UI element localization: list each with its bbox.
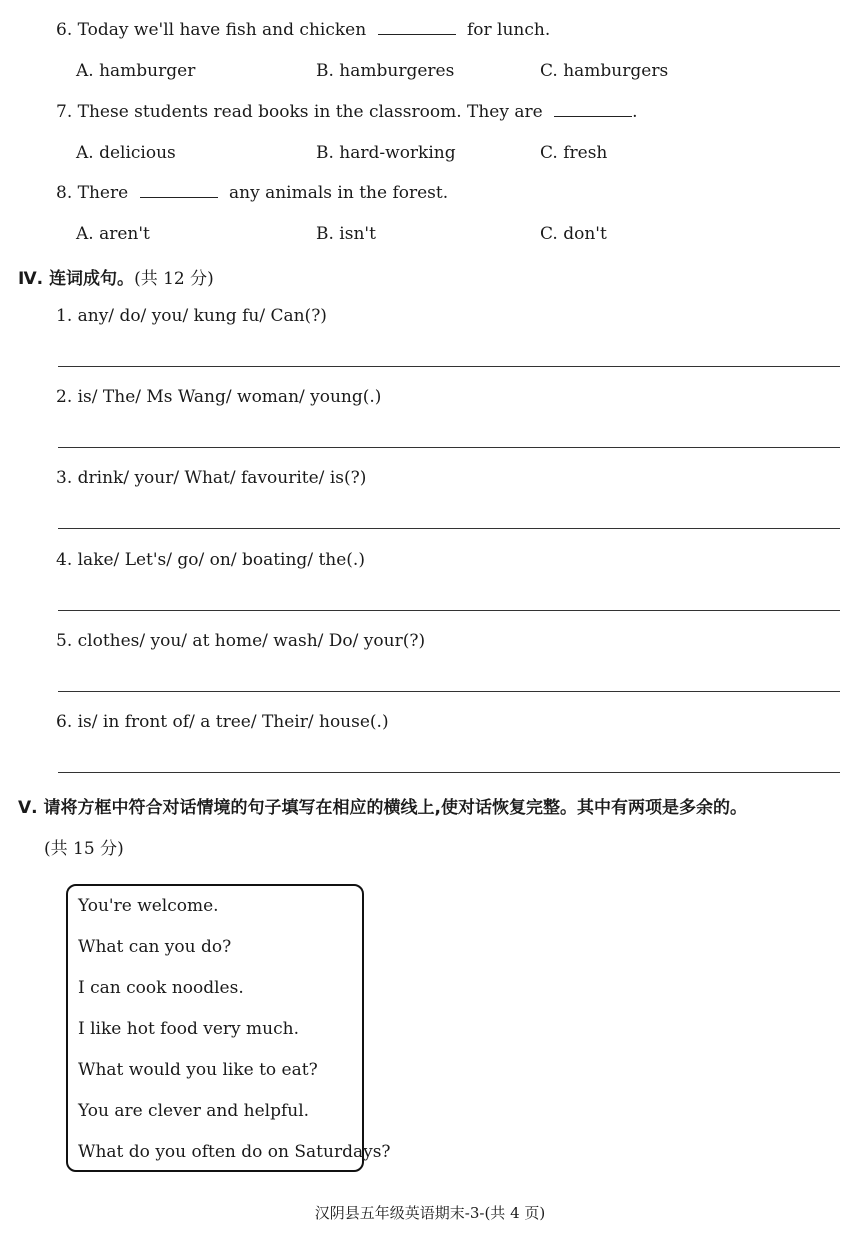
reorder-item-5: 5. clothes/ you/ at home/ wash/ Do/ your(?): [56, 631, 426, 651]
question-number: 6.: [56, 20, 73, 40]
box-sentence: What do you often do on Saturdays?: [78, 1142, 391, 1162]
question-text-tail: for lunch.: [466, 20, 551, 40]
answer-line-1[interactable]: [58, 366, 840, 367]
answer-blank[interactable]: [140, 183, 218, 198]
box-sentence: You're welcome.: [78, 896, 219, 916]
answer-line-2[interactable]: [58, 447, 840, 448]
box-sentence: What would you like to eat?: [78, 1060, 318, 1080]
section-points: (共 12 分): [134, 269, 214, 289]
reorder-item-2: 2. is/ The/ Ms Wang/ woman/ young(.): [56, 387, 382, 407]
question-number: 8.: [56, 183, 73, 203]
question-text-tail: .: [632, 102, 638, 122]
option-b: B. isn't: [316, 224, 376, 244]
section-5-heading: [18, 793, 747, 818]
question-text: These students read books in the classroom. They are: [77, 102, 543, 122]
answer-line-6[interactable]: [58, 772, 840, 773]
option-b: B. hamburgeres: [316, 61, 455, 81]
answer-blank[interactable]: [554, 102, 632, 117]
section-4-heading: [18, 264, 214, 289]
option-c: C. hamburgers: [540, 61, 669, 81]
section-numeral: Ⅴ.: [18, 798, 38, 818]
answer-line-3[interactable]: [58, 528, 840, 529]
option-a: A. hamburger: [76, 61, 196, 81]
question-text: There: [77, 183, 129, 203]
reorder-item-4: 4. lake/ Let's/ go/ on/ boating/ the(.): [56, 550, 365, 570]
question-8: [56, 183, 448, 203]
answer-line-5[interactable]: [58, 691, 840, 692]
reorder-item-3: 3. drink/ your/ What/ favourite/ is(?): [56, 468, 367, 488]
section-title: 请将方框中符合对话情境的句子填写在相应的横线上,使对话恢复完整。其中有两项是多余的。: [43, 798, 748, 818]
answer-blank[interactable]: [378, 20, 456, 35]
option-c: C. fresh: [540, 143, 608, 163]
section-numeral: Ⅳ.: [18, 269, 44, 289]
question-6: [56, 20, 550, 40]
box-sentence: I can cook noodles.: [78, 978, 244, 998]
option-a: A. aren't: [76, 224, 150, 244]
question-number: 7.: [56, 102, 73, 122]
question-7: [56, 102, 638, 122]
page-footer: 汉阴县五年级英语期末-3-(共 4 页): [314, 1204, 546, 1222]
option-b: B. hard-working: [316, 143, 456, 163]
section-5-points: (共 15 分): [44, 839, 124, 859]
question-text-tail: any animals in the forest.: [229, 183, 449, 203]
box-sentence: You are clever and helpful.: [78, 1101, 310, 1121]
reorder-item-6: 6. is/ in front of/ a tree/ Their/ house(.): [56, 712, 389, 732]
box-sentence: What can you do?: [78, 937, 232, 957]
box-sentence: I like hot food very much.: [78, 1019, 299, 1039]
option-a: A. delicious: [76, 143, 176, 163]
option-c: C. don't: [540, 224, 607, 244]
section-title: 连词成句。: [49, 269, 135, 289]
answer-line-4[interactable]: [58, 610, 840, 611]
reorder-item-1: 1. any/ do/ you/ kung fu/ Can(?): [56, 306, 327, 326]
sentence-box: [66, 884, 391, 1172]
question-text: Today we'll have fish and chicken: [77, 20, 367, 40]
